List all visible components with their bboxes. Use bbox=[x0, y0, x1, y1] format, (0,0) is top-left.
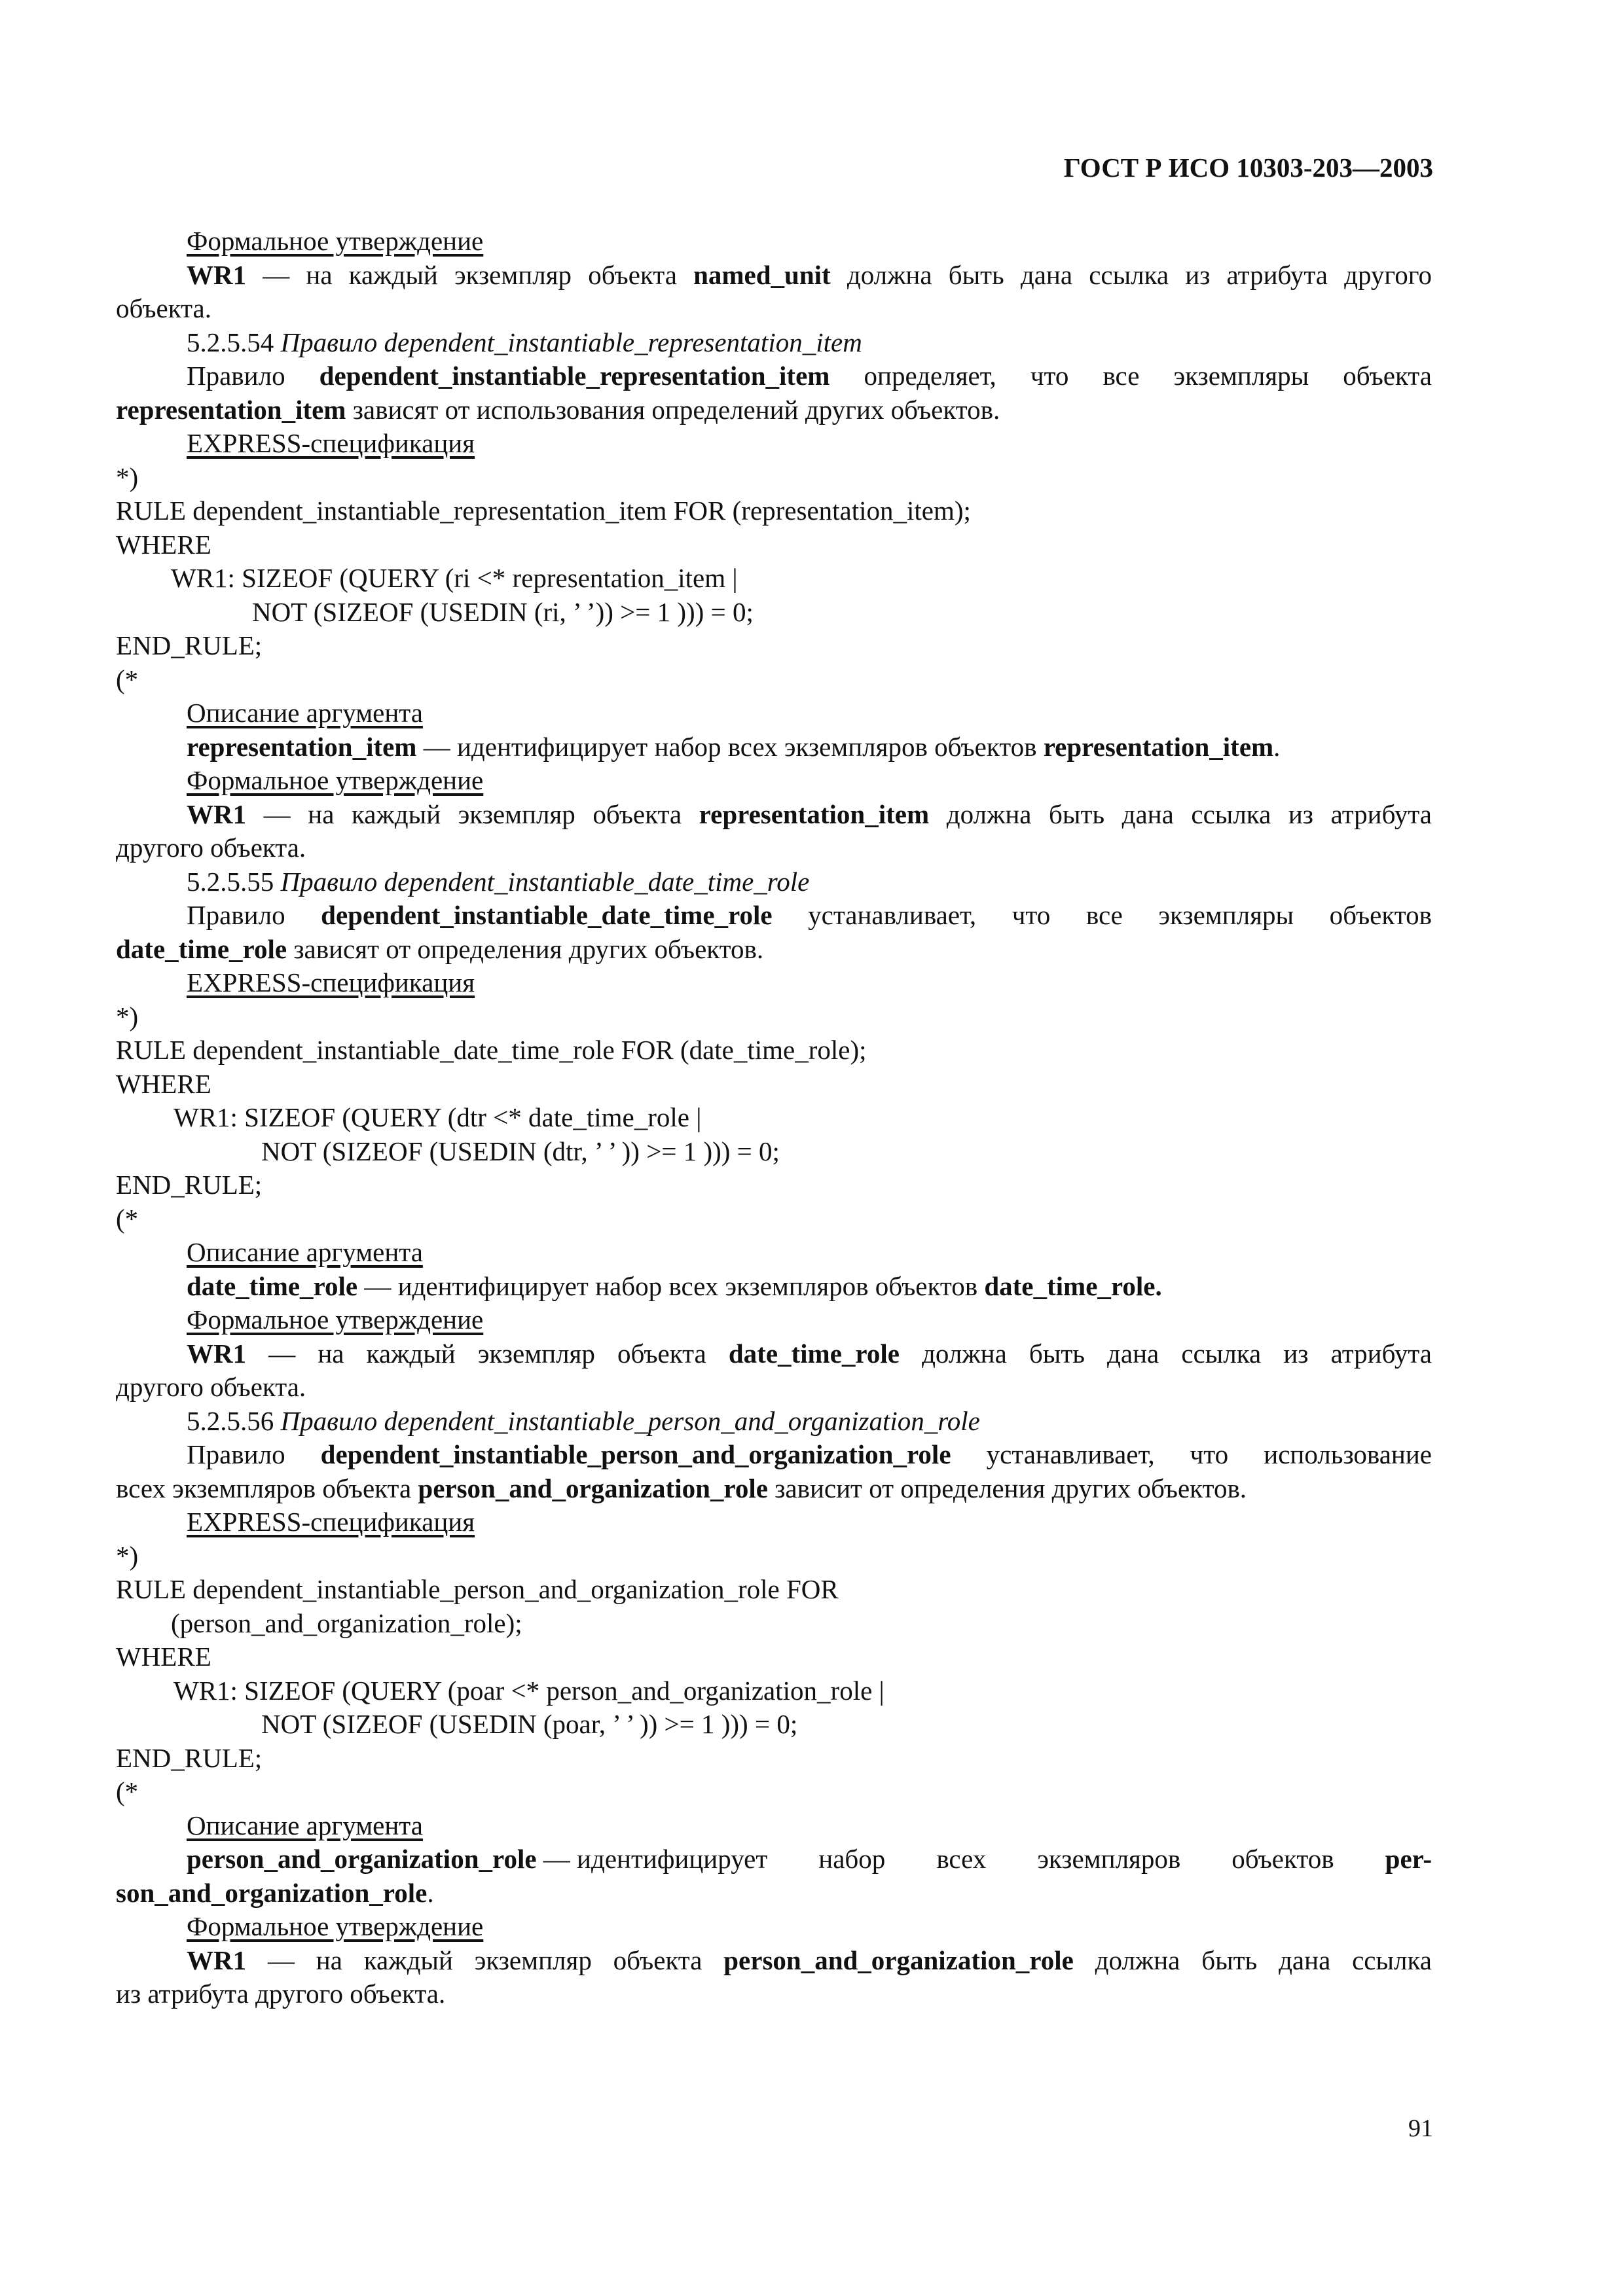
code-line: END_RULE; bbox=[116, 1742, 263, 1773]
section-heading: 5.2.5.55 Правило dependent_instantiable_date_time_role bbox=[187, 866, 810, 897]
express-label: EXPRESS-спецификация bbox=[187, 428, 475, 458]
argument-label: Описание аргумента bbox=[187, 1237, 423, 1267]
formal-statement-cont: объекта. bbox=[116, 293, 211, 323]
formal-statement-cont: из атрибута другого объекта. bbox=[116, 1979, 446, 2009]
argument-label: Описание аргумента bbox=[187, 1810, 423, 1840]
formal-label: Формальное утверждение bbox=[187, 1304, 484, 1335]
argument-description: date_time_role — идентифицирует набор всех экземпляров объектов date_time_role. bbox=[187, 1270, 1162, 1301]
argument-description: person_and_organization_role — идентифицирует набор всех экземпляров объектов per- bbox=[187, 1844, 1432, 1874]
page-content bbox=[116, 224, 1432, 2011]
code-line: RULE dependent_instantiable_person_and_organization_role FOR bbox=[116, 1574, 839, 1604]
page-header: ГОСТ Р ИСО 10303-203—2003 bbox=[1063, 152, 1433, 183]
code-line: (* bbox=[116, 1776, 139, 1806]
code-line: *) bbox=[116, 461, 139, 492]
argument-label: Описание аргумента bbox=[187, 698, 423, 728]
paragraph: Правило dependent_instantiable_person_and_organization_role устанавливает, что использование bbox=[187, 1439, 1432, 1469]
paragraph: Правило dependent_instantiable_representation_item определяет, что все экземпляры объекта bbox=[187, 361, 1432, 391]
formal-label: Формальное утверждение bbox=[187, 226, 484, 256]
paragraph-cont: representation_item зависят от использования определений других объектов. bbox=[116, 394, 1000, 425]
paragraph-cont: date_time_role зависят от определения других объектов. bbox=[116, 933, 764, 964]
code-line: NOT (SIZEOF (USEDIN (dtr, ’ ’ )) >= 1 ))) = 0; bbox=[261, 1136, 780, 1166]
formal-statement-cont: другого объекта. bbox=[116, 1372, 306, 1402]
express-label: EXPRESS-спецификация bbox=[187, 1507, 475, 1537]
argument-description: representation_item — идентифицирует набор всех экземпляров объектов representation_item. bbox=[187, 731, 1281, 762]
code-line: (* bbox=[116, 664, 139, 694]
formal-label: Формальное утверждение bbox=[187, 1911, 484, 1941]
code-line: WR1: SIZEOF (QUERY (ri <* representation_item | bbox=[171, 563, 738, 593]
code-line: NOT (SIZEOF (USEDIN (poar, ’ ’ )) >= 1 ))) = 0; bbox=[261, 1709, 798, 1739]
section-heading: 5.2.5.56 Правило dependent_instantiable_person_and_organization_role bbox=[187, 1405, 980, 1436]
code-line: WHERE bbox=[116, 1068, 211, 1099]
formal-label: Формальное утверждение bbox=[187, 765, 484, 795]
paragraph-cont: всех экземпляров объекта person_and_organization_role зависит от определения других объектов. bbox=[116, 1473, 1247, 1503]
express-label: EXPRESS-спецификация bbox=[187, 967, 475, 997]
formal-statement: WR1 — на каждый экземпляр объекта date_time_role должна быть дана ссылка из атрибута bbox=[187, 1338, 1432, 1369]
code-line: RULE dependent_instantiable_date_time_role FOR (date_time_role); bbox=[116, 1035, 867, 1065]
code-line: END_RULE; bbox=[116, 1170, 263, 1200]
page-number: 91 bbox=[1408, 2115, 1433, 2142]
formal-statement: WR1 — на каждый экземпляр объекта named_unit должна быть дана ссылка из атрибута другого bbox=[187, 259, 1432, 290]
code-line: *) bbox=[116, 1540, 139, 1571]
code-line: WHERE bbox=[116, 529, 211, 560]
section-heading: 5.2.5.54 Правило dependent_instantiable_representation_item bbox=[187, 327, 862, 357]
code-line: WR1: SIZEOF (QUERY (dtr <* date_time_role | bbox=[173, 1102, 702, 1132]
formal-statement: WR1 — на каждый экземпляр объекта representation_item должна быть дана ссылка из атрибута bbox=[187, 798, 1432, 829]
code-line: NOT (SIZEOF (USEDIN (ri, ’ ’)) >= 1 ))) = 0; bbox=[252, 596, 754, 627]
formal-statement: WR1 — на каждый экземпляр объекта person_and_organization_role должна быть дана ссылка bbox=[187, 1945, 1432, 1975]
code-line: WHERE bbox=[116, 1641, 211, 1672]
code-line: END_RULE; bbox=[116, 630, 263, 660]
code-line: RULE dependent_instantiable_representation_item FOR (representation_item); bbox=[116, 495, 971, 526]
code-line: WR1: SIZEOF (QUERY (poar <* person_and_organization_role | bbox=[173, 1675, 884, 1706]
code-line: (person_and_organization_role); bbox=[171, 1607, 522, 1638]
code-line: (* bbox=[116, 1203, 139, 1234]
argument-description-cont: son_and_organization_role. bbox=[116, 1877, 434, 1908]
paragraph: Правило dependent_instantiable_date_time_role устанавливает, что все экземпляры объектов bbox=[187, 900, 1432, 930]
code-line: *) bbox=[116, 1001, 139, 1031]
formal-statement-cont: другого объекта. bbox=[116, 833, 306, 863]
